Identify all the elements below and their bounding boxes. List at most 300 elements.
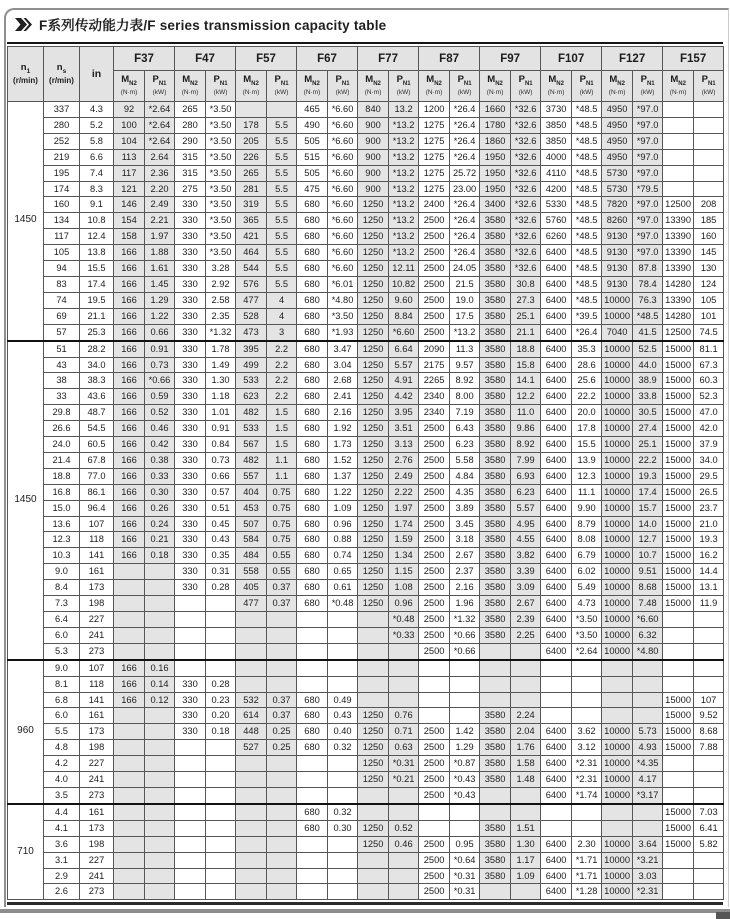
mn2-cell: 3580: [480, 308, 511, 324]
table-row: [8, 500, 724, 516]
pn1-cell: 15.8: [511, 357, 541, 373]
pn1-cell: *26.4: [450, 149, 480, 165]
pn1-cell: 0.71: [389, 724, 419, 740]
mn2-cell: 1250: [358, 276, 389, 292]
ns-speed-cell: 105: [44, 245, 80, 261]
mn2-cell: [541, 804, 572, 820]
mn2-cell: 1250: [358, 580, 389, 596]
ratio-cell: 173: [80, 820, 114, 836]
table-row: [8, 405, 724, 421]
mn2-cell: 1250: [358, 292, 389, 308]
pn1-cell: 185: [694, 213, 724, 229]
pn1-cell: 11.0: [511, 405, 541, 421]
mn2-cell: 3580: [480, 724, 511, 740]
mn2-cell: [663, 660, 694, 676]
pn1-cell: *48.5: [572, 102, 602, 118]
pn1-cell: [633, 660, 663, 676]
pn1-cell: 1.51: [511, 820, 541, 836]
mn2-cell: 6400: [541, 500, 572, 516]
pn1-cell: *26.4: [450, 102, 480, 118]
mn2-cell: 205: [236, 133, 267, 149]
pn1-cell: [145, 596, 175, 612]
sub-col-header: $M_{N2}$ (N·m): [114, 71, 145, 102]
mn2-cell: [602, 804, 633, 820]
mn2-cell: 6400: [541, 437, 572, 453]
pn1-cell: 2.67: [511, 596, 541, 612]
mn2-cell: 10000: [602, 596, 633, 612]
pn1-cell: *48.5: [572, 261, 602, 277]
ns-speed-cell: 5.5: [44, 724, 80, 740]
mn2-cell: 10000: [602, 580, 633, 596]
mn2-cell: 158: [114, 229, 145, 245]
pn1-cell: 6.32: [633, 627, 663, 643]
mn2-cell: 15000: [663, 341, 694, 357]
mn2-cell: 1275: [419, 133, 450, 149]
mn2-cell: 15000: [663, 580, 694, 596]
pn1-cell: [511, 692, 541, 708]
mn2-cell: 12500: [663, 324, 694, 340]
mn2-cell: 680: [297, 692, 328, 708]
pn1-cell: *32.6: [511, 245, 541, 261]
pn1-cell: [206, 643, 236, 659]
pn1-cell: 9.90: [572, 500, 602, 516]
mn2-cell: 330: [175, 357, 206, 373]
pn1-cell: [389, 868, 419, 884]
mn2-cell: 3580: [480, 292, 511, 308]
mn2-cell: 680: [297, 213, 328, 229]
sub-col-header: $P_{N1}$ (kW): [450, 71, 480, 102]
mn2-cell: 614: [236, 708, 267, 724]
pn1-cell: 0.46: [145, 421, 175, 437]
pn1-cell: 38.9: [633, 373, 663, 389]
mn2-cell: 92: [114, 102, 145, 118]
pn1-cell: [145, 564, 175, 580]
pn1-cell: *39.5: [572, 308, 602, 324]
table-row: [8, 389, 724, 405]
mn2-cell: [297, 627, 328, 643]
mn2-cell: 3850: [541, 117, 572, 133]
pn1-cell: [694, 149, 724, 165]
pn1-cell: 8.08: [572, 532, 602, 548]
mn2-cell: 2500: [419, 884, 450, 900]
pn1-cell: 0.65: [328, 564, 358, 580]
pn1-cell: [694, 117, 724, 133]
pn1-cell: 0.95: [450, 836, 480, 852]
pn1-cell: 3.03: [633, 868, 663, 884]
mn2-cell: 680: [297, 421, 328, 437]
mn2-cell: [663, 149, 694, 165]
mn2-cell: 680: [297, 820, 328, 836]
mn2-cell: 3580: [480, 708, 511, 724]
ratio-cell: 67.8: [80, 452, 114, 468]
pn1-cell: 2.16: [328, 405, 358, 421]
mn2-cell: 680: [297, 373, 328, 389]
pn1-cell: [328, 612, 358, 628]
pn1-cell: 1.5: [267, 405, 297, 421]
sub-col-header: $P_{N1}$ (kW): [572, 71, 602, 102]
pn1-cell: 0.88: [328, 532, 358, 548]
pn1-cell: 0.32: [328, 804, 358, 820]
mn2-cell: 2500: [419, 580, 450, 596]
mn2-cell: [114, 596, 145, 612]
mn2-cell: [114, 836, 145, 852]
pn1-cell: *32.6: [511, 117, 541, 133]
pn1-cell: 42.0: [694, 421, 724, 437]
mn2-cell: 10000: [602, 484, 633, 500]
mn2-cell: [114, 612, 145, 628]
mn2-cell: 6400: [541, 596, 572, 612]
mn2-cell: 7040: [602, 324, 633, 340]
mn2-cell: [175, 852, 206, 868]
ratio-cell: 161: [80, 708, 114, 724]
pn1-cell: *0.66: [450, 627, 480, 643]
ns-speed-cell: 5.3: [44, 643, 80, 659]
pn1-cell: *2.64: [572, 643, 602, 659]
pn1-cell: 1.97: [389, 500, 419, 516]
pn1-cell: 11.1: [572, 484, 602, 500]
mn2-cell: 146: [114, 197, 145, 213]
mn2-cell: 10000: [602, 437, 633, 453]
ratio-cell: 173: [80, 580, 114, 596]
pn1-cell: 0.73: [206, 452, 236, 468]
pn1-cell: [694, 676, 724, 692]
pn1-cell: 0.30: [328, 820, 358, 836]
pn1-cell: [145, 820, 175, 836]
pn1-cell: *3.50: [328, 308, 358, 324]
ns-speed-cell: 8.1: [44, 676, 80, 692]
pn1-cell: 1.01: [206, 405, 236, 421]
mn2-cell: 505: [297, 133, 328, 149]
ratio-cell: 198: [80, 836, 114, 852]
mn2-cell: [175, 627, 206, 643]
pn1-cell: *97.0: [633, 197, 663, 213]
pn1-cell: *3.50: [206, 117, 236, 133]
ratio-cell: 5.8: [80, 133, 114, 149]
pn1-cell: 7.19: [450, 405, 480, 421]
pn1-cell: 2.16: [450, 580, 480, 596]
pn1-cell: [633, 804, 663, 820]
pn1-cell: 1.59: [389, 532, 419, 548]
mn2-cell: [236, 660, 267, 676]
mn2-cell: [480, 787, 511, 803]
pn1-cell: *32.6: [511, 213, 541, 229]
ns-speed-cell: 195: [44, 165, 80, 181]
ns-speed-cell: 4.2: [44, 756, 80, 772]
pn1-cell: 47.0: [694, 405, 724, 421]
group-header-f87: F87: [419, 47, 480, 71]
sub-col-header: $P_{N1}$ (kW): [206, 71, 236, 102]
pn1-cell: 9.57: [450, 357, 480, 373]
pn1-cell: [206, 740, 236, 756]
pn1-cell: [267, 102, 297, 118]
pn1-cell: 13.1: [694, 580, 724, 596]
pn1-cell: [389, 852, 419, 868]
pn1-cell: 3.64: [633, 836, 663, 852]
mn2-cell: 1660: [480, 102, 511, 118]
table-row: [8, 836, 724, 852]
pn1-cell: *97.0: [633, 165, 663, 181]
mn2-cell: 6400: [541, 516, 572, 532]
mn2-cell: 527: [236, 740, 267, 756]
mn2-cell: 13390: [663, 292, 694, 308]
ratio-cell: 141: [80, 692, 114, 708]
sub-col-header: $M_{N2}$ (N·m): [297, 71, 328, 102]
pn1-cell: 8.84: [389, 308, 419, 324]
ns-speed-cell: 43: [44, 357, 80, 373]
pn1-cell: *48.5: [572, 245, 602, 261]
pn1-cell: 0.21: [145, 532, 175, 548]
mn2-cell: 265: [175, 102, 206, 118]
pn1-cell: 35.3: [572, 341, 602, 357]
pn1-cell: 25.1: [511, 308, 541, 324]
mn2-cell: 395: [236, 341, 267, 357]
mn2-cell: 2500: [419, 421, 450, 437]
ns-speed-cell: 160: [44, 197, 80, 213]
pn1-cell: 25.72: [450, 165, 480, 181]
mn2-cell: 3580: [480, 612, 511, 628]
mn2-cell: [114, 580, 145, 596]
pn1-cell: [389, 676, 419, 692]
mn2-cell: 10000: [602, 836, 633, 852]
pn1-cell: 0.43: [206, 532, 236, 548]
pn1-cell: 0.55: [267, 564, 297, 580]
mn2-cell: 330: [175, 724, 206, 740]
ns-speed-cell: 3.5: [44, 787, 80, 803]
pn1-cell: *48.5: [572, 292, 602, 308]
mn2-cell: 330: [175, 421, 206, 437]
mn2-cell: 465: [297, 102, 328, 118]
sub-col-header: $P_{N1}$ (kW): [511, 71, 541, 102]
pn1-cell: 1.15: [389, 564, 419, 580]
mn2-cell: [175, 820, 206, 836]
pn1-cell: 0.40: [328, 724, 358, 740]
mn2-cell: 482: [236, 405, 267, 421]
mn2-cell: [175, 612, 206, 628]
mn2-cell: [114, 724, 145, 740]
mn2-cell: 15000: [663, 357, 694, 373]
mn2-cell: 13390: [663, 245, 694, 261]
ratio-cell: 118: [80, 532, 114, 548]
pn1-cell: 1.29: [450, 740, 480, 756]
pn1-cell: [511, 660, 541, 676]
mn2-cell: 2340: [419, 389, 450, 405]
mn2-cell: 166: [114, 341, 145, 357]
mn2-cell: 1250: [358, 197, 389, 213]
pn1-cell: [206, 756, 236, 772]
ratio-cell: 161: [80, 564, 114, 580]
pn1-cell: *6.60: [328, 149, 358, 165]
mn2-cell: [236, 868, 267, 884]
pn1-cell: 22.2: [572, 389, 602, 405]
pn1-cell: 1.92: [328, 421, 358, 437]
mn2-cell: 3580: [480, 276, 511, 292]
table-row: [8, 197, 724, 213]
ns-speed-cell: 15.0: [44, 500, 80, 516]
pn1-cell: [206, 612, 236, 628]
pn1-cell: *3.21: [633, 852, 663, 868]
mn2-cell: [480, 676, 511, 692]
mn2-cell: 330: [175, 292, 206, 308]
mn2-cell: 330: [175, 580, 206, 596]
group-header-f127: F127: [602, 47, 663, 71]
ns-speed-cell: 337: [44, 102, 80, 118]
pn1-cell: *6.60: [328, 213, 358, 229]
mn2-cell: 507: [236, 516, 267, 532]
pn1-cell: *1.32: [206, 324, 236, 340]
mn2-cell: 330: [175, 692, 206, 708]
pn1-cell: 101: [694, 308, 724, 324]
pn1-cell: 6.23: [450, 437, 480, 453]
pn1-cell: [267, 884, 297, 900]
mn2-cell: 330: [175, 532, 206, 548]
ns-speed-cell: 3.6: [44, 836, 80, 852]
pn1-cell: 0.66: [145, 324, 175, 340]
mn2-cell: 2500: [419, 724, 450, 740]
table-row: [8, 868, 724, 884]
ratio-cell: 118: [80, 676, 114, 692]
n1-speed-cell: 1450: [8, 102, 44, 341]
pn1-cell: 0.30: [145, 484, 175, 500]
pn1-cell: [145, 852, 175, 868]
ratio-cell: 54.5: [80, 421, 114, 437]
pn1-cell: [267, 836, 297, 852]
pn1-cell: 2.64: [145, 149, 175, 165]
ratio-cell: 17.4: [80, 276, 114, 292]
mn2-cell: 1250: [358, 324, 389, 340]
mn2-cell: 3580: [480, 580, 511, 596]
mn2-cell: [663, 612, 694, 628]
mn2-cell: 2500: [419, 740, 450, 756]
pn1-cell: *26.4: [450, 245, 480, 261]
pn1-cell: 5.5: [267, 165, 297, 181]
table-row: [8, 884, 724, 900]
mn2-cell: 13390: [663, 213, 694, 229]
mn2-cell: 6400: [541, 373, 572, 389]
mn2-cell: 680: [297, 197, 328, 213]
mn2-cell: 2500: [419, 532, 450, 548]
pn1-cell: [328, 787, 358, 803]
mn2-cell: 15000: [663, 373, 694, 389]
mn2-cell: 10000: [602, 532, 633, 548]
pn1-cell: 6.79: [572, 548, 602, 564]
ns-speed-cell: 38: [44, 373, 80, 389]
mn2-cell: [236, 627, 267, 643]
mn2-cell: [541, 676, 572, 692]
ratio-cell: 241: [80, 627, 114, 643]
mn2-cell: 10000: [602, 357, 633, 373]
table-row: [8, 820, 724, 836]
sub-col-header: $M_{N2}$ (N·m): [541, 71, 572, 102]
pn1-cell: 10.82: [389, 276, 419, 292]
mn2-cell: 5760: [541, 213, 572, 229]
mn2-cell: [297, 852, 328, 868]
mn2-cell: 900: [358, 117, 389, 133]
mn2-cell: 680: [297, 516, 328, 532]
pn1-cell: [145, 580, 175, 596]
table-row: [8, 341, 724, 357]
mn2-cell: [236, 676, 267, 692]
pn1-cell: 3.89: [450, 500, 480, 516]
pn1-cell: *0.43: [450, 772, 480, 788]
pn1-cell: 3.45: [450, 516, 480, 532]
mn2-cell: 2500: [419, 468, 450, 484]
pn1-cell: 1.45: [145, 276, 175, 292]
mn2-cell: 2500: [419, 836, 450, 852]
mn2-cell: [175, 787, 206, 803]
ratio-cell: 60.5: [80, 437, 114, 453]
pn1-cell: 5.5: [267, 213, 297, 229]
mn2-cell: 3580: [480, 389, 511, 405]
ns-speed-cell: 94: [44, 261, 80, 277]
ratio-cell: 8.3: [80, 181, 114, 197]
mn2-cell: 10000: [602, 643, 633, 659]
mn2-cell: [297, 643, 328, 659]
mn2-cell: 680: [297, 484, 328, 500]
pn1-cell: 0.74: [328, 548, 358, 564]
pn1-cell: 1.1: [267, 452, 297, 468]
sub-col-header: $M_{N2}$ (N·m): [480, 71, 511, 102]
mn2-cell: 6400: [541, 357, 572, 373]
ns-speed-cell: 3.1: [44, 852, 80, 868]
mn2-cell: [358, 612, 389, 628]
mn2-cell: 166: [114, 532, 145, 548]
mn2-cell: [541, 692, 572, 708]
mn2-cell: 6400: [541, 756, 572, 772]
ns-speed-cell: 24.0: [44, 437, 80, 453]
pn1-cell: *32.6: [511, 181, 541, 197]
mn2-cell: 6400: [541, 772, 572, 788]
mn2-cell: 15000: [663, 452, 694, 468]
pn1-cell: 78.4: [633, 276, 663, 292]
pn1-cell: *2.31: [572, 772, 602, 788]
table-row: [8, 548, 724, 564]
mn2-cell: [480, 660, 511, 676]
mn2-cell: 544: [236, 261, 267, 277]
pn1-cell: [206, 596, 236, 612]
mn2-cell: [358, 787, 389, 803]
sub-col-header: $P_{N1}$ (kW): [633, 71, 663, 102]
pn1-cell: 15.5: [572, 437, 602, 453]
pn1-cell: *0.48: [328, 596, 358, 612]
ratio-cell: 161: [80, 804, 114, 820]
pn1-cell: *13.2: [389, 181, 419, 197]
sub-col-header: $M_{N2}$ (N·m): [175, 71, 206, 102]
pn1-cell: [694, 787, 724, 803]
mn2-cell: 1275: [419, 181, 450, 197]
pn1-cell: [572, 676, 602, 692]
mn2-cell: 4200: [541, 181, 572, 197]
mn2-cell: 330: [175, 261, 206, 277]
pn1-cell: 3.28: [206, 261, 236, 277]
pn1-cell: 6.02: [572, 564, 602, 580]
ns-speed-cell: 6.0: [44, 627, 80, 643]
mn2-cell: 10000: [602, 852, 633, 868]
mn2-cell: 900: [358, 181, 389, 197]
mn2-cell: 6400: [541, 324, 572, 340]
pn1-cell: 0.16: [145, 660, 175, 676]
mn2-cell: 6400: [541, 405, 572, 421]
mn2-cell: 275: [175, 181, 206, 197]
mn2-cell: [114, 820, 145, 836]
pn1-cell: *0.64: [450, 852, 480, 868]
group-header-f97: F97: [480, 47, 541, 71]
mn2-cell: [541, 820, 572, 836]
mn2-cell: 680: [297, 437, 328, 453]
mn2-cell: 1250: [358, 596, 389, 612]
pn1-cell: *13.2: [389, 197, 419, 213]
mn2-cell: [114, 756, 145, 772]
mn2-cell: 680: [297, 532, 328, 548]
